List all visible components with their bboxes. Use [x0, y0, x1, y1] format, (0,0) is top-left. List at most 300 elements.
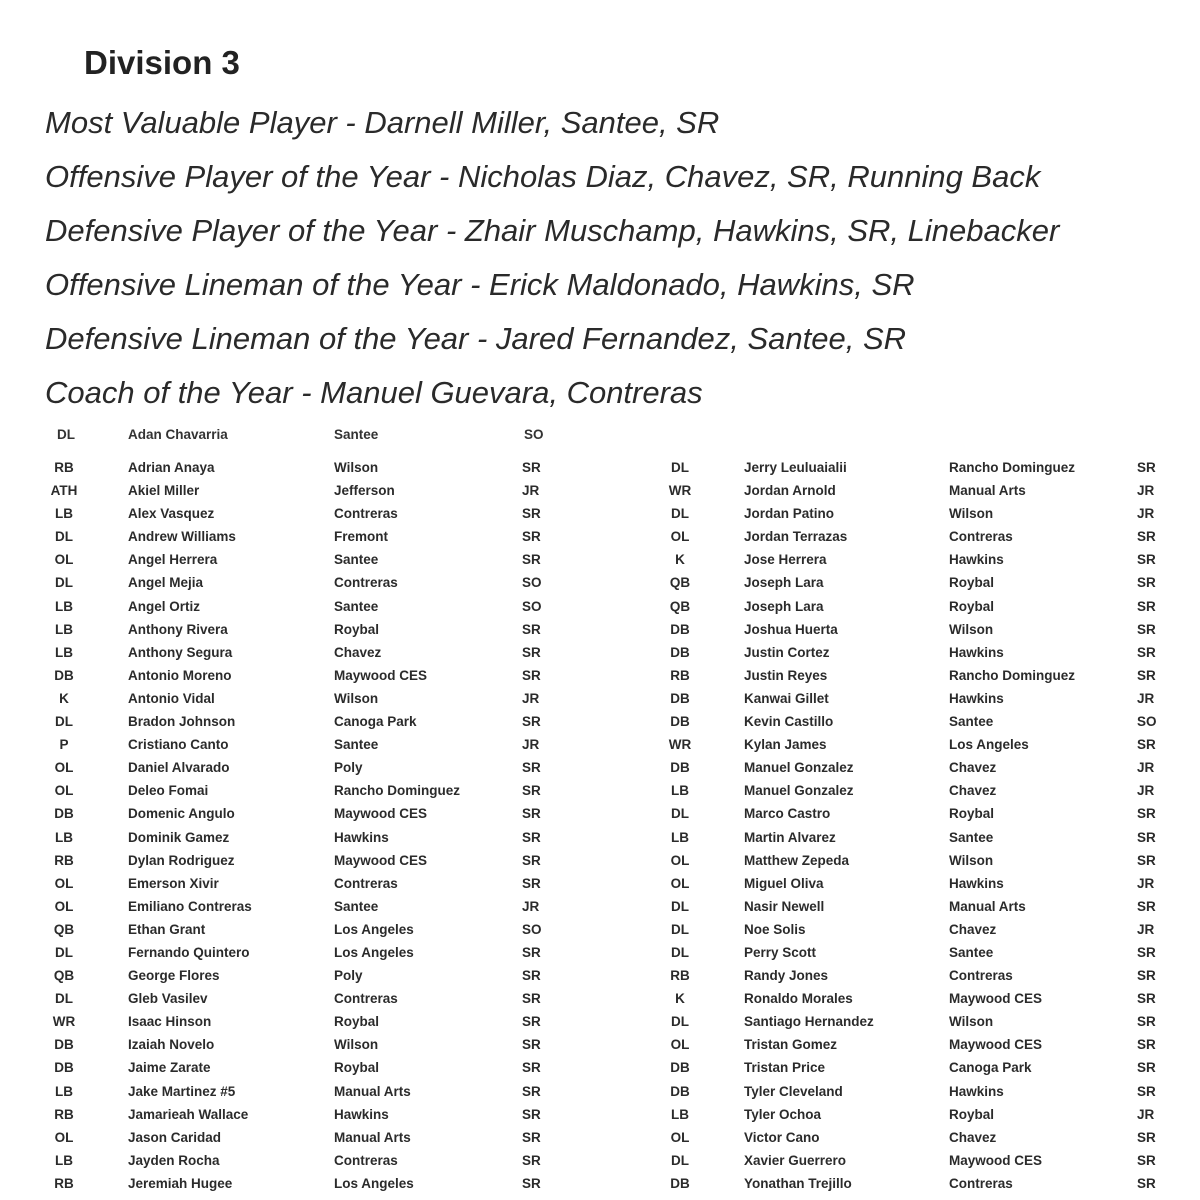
position-cell: DL	[671, 460, 689, 475]
position-cell: DB	[54, 806, 74, 822]
school-cell: Santee	[334, 898, 379, 914]
player-name-cell: Joseph Lara	[744, 575, 824, 591]
roster-row	[0, 734, 590, 757]
partial-row-name: Adan Chavarria	[128, 427, 228, 442]
class-year-cell: SR	[1137, 1083, 1156, 1099]
roster-row	[600, 803, 1200, 826]
class-year-cell: SR	[522, 644, 541, 660]
roster-row	[0, 757, 590, 780]
roster-row	[600, 1011, 1200, 1034]
roster-row	[0, 780, 590, 803]
partial-row	[0, 427, 1200, 454]
school-cell: Roybal	[334, 1014, 380, 1030]
school-cell: Santee	[949, 944, 994, 960]
roster-row	[0, 850, 590, 873]
player-name-cell: Joseph Lara	[744, 598, 824, 614]
player-name-cell: Dylan Rodriguez	[128, 852, 235, 868]
roster-row	[0, 1173, 590, 1196]
school-cell: Contreras	[334, 1152, 398, 1168]
position-cell: LB	[55, 1152, 73, 1168]
class-year-cell: SR	[522, 1060, 541, 1076]
school-cell: Maywood CES	[334, 852, 428, 868]
school-cell: Maywood CES	[334, 667, 428, 683]
position-cell: OL	[670, 1129, 690, 1145]
position-cell: OL	[54, 783, 74, 799]
player-name-cell: Bradon Johnson	[128, 714, 236, 730]
roster-row	[0, 919, 590, 942]
player-name-cell: Tristan Gomez	[744, 1037, 838, 1053]
player-name-cell: Dominik Gamez	[128, 829, 230, 845]
school-cell: Maywood CES	[949, 1037, 1043, 1053]
class-year-cell: SR	[522, 460, 541, 475]
position-cell: LB	[671, 1106, 689, 1122]
position-cell: DL	[671, 1014, 689, 1030]
player-name-cell: Domenic Angulo	[128, 806, 235, 822]
roster-row	[0, 1081, 590, 1104]
roster-row	[600, 896, 1200, 919]
partial-row-school: Santee	[334, 427, 379, 442]
class-year-cell: SR	[1137, 667, 1156, 683]
class-year-cell: JR	[1137, 1106, 1155, 1122]
player-name-cell: Joshua Huerta	[744, 621, 838, 637]
position-cell: DL	[55, 714, 73, 730]
player-name-cell: Anthony Rivera	[128, 621, 228, 637]
class-year-cell: SR	[1137, 737, 1156, 753]
position-cell: K	[675, 552, 685, 568]
award-mvp: Most Valuable Player - Darnell Miller, Santee, SR	[45, 105, 720, 140]
roster-row	[0, 988, 590, 1011]
position-cell: RB	[54, 852, 74, 868]
player-name-cell: Cristiano Canto	[128, 737, 229, 753]
position-cell: OL	[670, 875, 690, 891]
school-cell: Rancho Dominguez	[334, 783, 461, 799]
school-cell: Santee	[334, 737, 379, 753]
player-name-cell: Yonathan Trejillo	[744, 1175, 852, 1191]
player-name-cell: Fernando Quintero	[128, 944, 250, 960]
position-cell: DB	[54, 1060, 74, 1076]
roster-row	[600, 734, 1200, 757]
position-cell: RB	[670, 667, 690, 683]
player-name-cell: Jeremiah Hugee	[128, 1175, 233, 1191]
class-year-cell: JR	[522, 690, 540, 706]
roster-row	[0, 526, 590, 549]
position-cell: DB	[670, 714, 690, 730]
player-name-cell: Randy Jones	[744, 968, 829, 984]
school-cell: Los Angeles	[334, 1175, 414, 1191]
player-name-cell: Jason Caridad	[128, 1129, 222, 1145]
award-offensive-player: Offensive Player of the Year - Nicholas Diaz, Chavez, SR, Running Back	[45, 159, 1041, 194]
roster-row	[600, 480, 1200, 503]
division-heading: Division 3	[84, 44, 240, 81]
roster-row	[600, 549, 1200, 572]
school-cell: Chavez	[949, 921, 997, 937]
position-cell: RB	[670, 968, 690, 984]
roster-row	[0, 827, 590, 850]
roster-row	[600, 572, 1200, 595]
position-cell: OL	[670, 852, 690, 868]
position-cell: LB	[55, 598, 73, 614]
player-name-cell: Gleb Vasilev	[128, 991, 208, 1007]
roster-row	[0, 965, 590, 988]
player-name-cell: Jose Herrera	[744, 552, 827, 568]
school-cell: Wilson	[334, 690, 379, 706]
player-name-cell: Perry Scott	[744, 944, 817, 960]
player-name-cell: Akiel Miller	[128, 483, 200, 499]
roster-row	[600, 1057, 1200, 1080]
class-year-cell: SR	[522, 529, 541, 545]
class-year-cell: SR	[522, 1129, 541, 1145]
class-year-cell: SR	[522, 1037, 541, 1053]
class-year-cell: SR	[1137, 1014, 1156, 1030]
class-year-cell: SR	[1137, 806, 1156, 822]
roster-row	[600, 1127, 1200, 1150]
player-name-cell: Manuel Gonzalez	[744, 783, 854, 799]
player-name-cell: Kanwai Gillet	[744, 690, 829, 706]
roster-row	[600, 965, 1200, 988]
school-cell: Chavez	[334, 644, 382, 660]
roster-row	[0, 1104, 590, 1127]
player-name-cell: Jamarieah Wallace	[128, 1106, 249, 1122]
position-cell: RB	[54, 1175, 74, 1191]
position-cell: DB	[54, 1037, 74, 1053]
player-name-cell: Matthew Zepeda	[744, 852, 850, 868]
roster-row	[600, 688, 1200, 711]
position-cell: QB	[53, 968, 75, 984]
position-cell: DL	[671, 806, 689, 822]
school-cell: Wilson	[949, 1014, 994, 1030]
roster-left-column	[0, 457, 590, 1196]
school-cell: Hawkins	[949, 875, 1004, 891]
player-name-cell: Justin Reyes	[744, 667, 828, 683]
player-name-cell: Victor Cano	[744, 1129, 820, 1145]
roster-row	[600, 526, 1200, 549]
roster-row	[0, 1034, 590, 1057]
player-name-cell: Andrew Williams	[128, 529, 236, 545]
position-cell: DL	[671, 1152, 689, 1168]
partial-row-pos: DL	[57, 427, 75, 442]
class-year-cell: SR	[522, 506, 541, 522]
roster-row	[600, 873, 1200, 896]
class-year-cell: SR	[1137, 529, 1156, 545]
school-cell: Rancho Dominguez	[949, 667, 1076, 683]
position-cell: OL	[670, 529, 690, 545]
roster-row	[600, 1034, 1200, 1057]
position-cell: DB	[670, 621, 690, 637]
player-name-cell: Santiago Hernandez	[744, 1014, 874, 1030]
roster-row	[600, 1150, 1200, 1173]
class-year-cell: SR	[522, 783, 541, 799]
position-cell: WR	[668, 737, 692, 753]
school-cell: Contreras	[334, 575, 398, 591]
class-year-cell: SR	[1137, 1152, 1156, 1168]
school-cell: Hawkins	[949, 644, 1004, 660]
school-cell: Chavez	[949, 1129, 997, 1145]
class-year-cell: SR	[522, 1106, 541, 1122]
class-year-cell: SR	[522, 968, 541, 984]
class-year-cell: JR	[522, 737, 540, 753]
school-cell: Manual Arts	[334, 1083, 411, 1099]
player-name-cell: George Flores	[128, 968, 220, 984]
roster-right-column	[600, 457, 1200, 1196]
school-cell: Wilson	[949, 852, 994, 868]
class-year-cell: SR	[1137, 1037, 1156, 1053]
school-cell: Hawkins	[949, 1083, 1004, 1099]
class-year-cell: JR	[1137, 783, 1155, 799]
roster-row	[0, 503, 590, 526]
roster-row	[0, 1011, 590, 1034]
school-cell: Manual Arts	[949, 898, 1026, 914]
player-name-cell: Ronaldo Morales	[744, 991, 853, 1007]
class-year-cell: SO	[1137, 714, 1157, 730]
player-name-cell: Jordan Arnold	[744, 483, 836, 499]
player-name-cell: Antonio Moreno	[128, 667, 232, 683]
class-year-cell: SR	[522, 621, 541, 637]
player-name-cell: Jaime Zarate	[128, 1060, 211, 1076]
school-cell: Wilson	[949, 621, 994, 637]
player-name-cell: Marco Castro	[744, 806, 831, 822]
class-year-cell: SR	[1137, 968, 1156, 984]
class-year-cell: JR	[1137, 483, 1155, 499]
school-cell: Wilson	[334, 1037, 379, 1053]
position-cell: RB	[54, 460, 74, 475]
roster-row	[600, 1081, 1200, 1104]
player-name-cell: Adrian Anaya	[128, 460, 215, 475]
school-cell: Los Angeles	[334, 944, 414, 960]
class-year-cell: SR	[522, 552, 541, 568]
roster-row	[600, 850, 1200, 873]
roster-row	[0, 896, 590, 919]
awards-list	[45, 100, 1185, 424]
player-name-cell: Martin Alvarez	[744, 829, 836, 845]
position-cell: LB	[55, 1083, 73, 1099]
class-year-cell: SR	[522, 829, 541, 845]
school-cell: Santee	[334, 598, 379, 614]
award-offensive-lineman: Offensive Lineman of the Year - Erick Maldonado, Hawkins, SR	[45, 267, 915, 302]
player-name-cell: Tristan Price	[744, 1060, 826, 1076]
position-cell: DB	[670, 1175, 690, 1191]
position-cell: K	[675, 991, 685, 1007]
roster-row	[600, 1173, 1200, 1196]
position-cell: LB	[55, 506, 73, 522]
position-cell: LB	[55, 621, 73, 637]
class-year-cell: JR	[1137, 760, 1155, 776]
position-cell: RB	[54, 1106, 74, 1122]
class-year-cell: SR	[522, 714, 541, 730]
position-cell: DL	[55, 575, 73, 591]
roster-row	[600, 457, 1200, 480]
position-cell: OL	[54, 898, 74, 914]
school-cell: Maywood CES	[949, 991, 1043, 1007]
roster-row	[600, 619, 1200, 642]
roster-row	[0, 572, 590, 595]
school-cell: Poly	[334, 968, 363, 984]
roster-row	[0, 480, 590, 503]
school-cell: Poly	[334, 760, 363, 776]
roster-row	[600, 711, 1200, 734]
class-year-cell: SR	[522, 1014, 541, 1030]
position-cell: DB	[670, 1083, 690, 1099]
class-year-cell: SR	[1137, 644, 1156, 660]
roster-row	[600, 827, 1200, 850]
position-cell: DB	[670, 1060, 690, 1076]
position-cell: DL	[55, 529, 73, 545]
position-cell: K	[59, 690, 69, 706]
position-cell: LB	[55, 829, 73, 845]
position-cell: OL	[54, 552, 74, 568]
position-cell: OL	[670, 1037, 690, 1053]
position-cell: DB	[670, 644, 690, 660]
player-name-cell: Deleo Fomai	[128, 783, 209, 799]
class-year-cell: SR	[1137, 1175, 1156, 1191]
player-name-cell: Jordan Terrazas	[744, 529, 848, 545]
player-name-cell: Tyler Cleveland	[744, 1083, 843, 1099]
school-cell: Hawkins	[334, 1106, 389, 1122]
player-name-cell: Anthony Segura	[128, 644, 233, 660]
class-year-cell: SO	[522, 575, 542, 591]
partial-row-year: SO	[524, 427, 544, 442]
roster-row	[0, 619, 590, 642]
class-year-cell: SR	[522, 852, 541, 868]
school-cell: Roybal	[949, 1106, 995, 1122]
player-name-cell: Noe Solis	[744, 921, 806, 937]
roster-row	[600, 503, 1200, 526]
roster-row	[600, 942, 1200, 965]
school-cell: Hawkins	[949, 552, 1004, 568]
class-year-cell: SR	[522, 944, 541, 960]
roster-row	[0, 688, 590, 711]
position-cell: DL	[671, 898, 689, 914]
class-year-cell: SR	[1137, 575, 1156, 591]
class-year-cell: JR	[1137, 690, 1155, 706]
school-cell: Canoga Park	[949, 1060, 1032, 1076]
class-year-cell: SR	[1137, 1060, 1156, 1076]
class-year-cell: SR	[522, 806, 541, 822]
player-name-cell: Emiliano Contreras	[128, 898, 252, 914]
class-year-cell: SR	[1137, 598, 1156, 614]
class-year-cell: SR	[1137, 991, 1156, 1007]
school-cell: Maywood CES	[949, 1152, 1043, 1168]
award-defensive-lineman: Defensive Lineman of the Year - Jared Fernandez, Santee, SR	[45, 321, 907, 356]
school-cell: Contreras	[334, 875, 398, 891]
class-year-cell: SR	[522, 991, 541, 1007]
position-cell: DL	[55, 991, 73, 1007]
position-cell: DB	[54, 667, 74, 683]
class-year-cell: SO	[522, 598, 542, 614]
position-cell: DB	[670, 690, 690, 706]
class-year-cell: SR	[1137, 852, 1156, 868]
school-cell: Los Angeles	[949, 737, 1029, 753]
player-name-cell: Kylan James	[744, 737, 827, 753]
position-cell: DB	[670, 760, 690, 776]
class-year-cell: SR	[522, 1152, 541, 1168]
school-cell: Roybal	[949, 598, 995, 614]
class-year-cell: SR	[1137, 829, 1156, 845]
school-cell: Chavez	[949, 783, 997, 799]
player-name-cell: Xavier Guerrero	[744, 1152, 847, 1168]
school-cell: Contreras	[949, 529, 1013, 545]
class-year-cell: SR	[1137, 460, 1156, 475]
school-cell: Contreras	[334, 506, 398, 522]
class-year-cell: SR	[1137, 621, 1156, 637]
school-cell: Chavez	[949, 760, 997, 776]
roster-row	[600, 757, 1200, 780]
player-name-cell: Jayden Rocha	[128, 1152, 220, 1168]
roster-row	[0, 549, 590, 572]
position-cell: LB	[671, 829, 689, 845]
position-cell: P	[59, 737, 69, 753]
roster-row	[0, 1127, 590, 1150]
roster-row	[0, 665, 590, 688]
player-name-cell: Manuel Gonzalez	[744, 760, 854, 776]
class-year-cell: SR	[522, 1083, 541, 1099]
player-name-cell: Emerson Xivir	[128, 875, 219, 891]
school-cell: Contreras	[949, 1175, 1013, 1191]
player-name-cell: Jake Martinez #5	[128, 1083, 236, 1099]
school-cell: Santee	[334, 552, 379, 568]
class-year-cell: JR	[522, 898, 540, 914]
position-cell: OL	[54, 760, 74, 776]
class-year-cell: SO	[522, 921, 542, 937]
class-year-cell: SR	[522, 667, 541, 683]
class-year-cell: SR	[522, 875, 541, 891]
roster-row	[600, 665, 1200, 688]
school-cell: Jefferson	[334, 483, 395, 499]
school-cell: Roybal	[949, 575, 995, 591]
player-name-cell: Angel Herrera	[128, 552, 218, 568]
position-cell: LB	[55, 644, 73, 660]
school-cell: Wilson	[949, 506, 994, 522]
class-year-cell: SR	[522, 760, 541, 776]
position-cell: QB	[669, 598, 691, 614]
position-cell: WR	[52, 1014, 76, 1030]
position-cell: LB	[671, 783, 689, 799]
school-cell: Fremont	[334, 529, 388, 545]
roster-row	[0, 596, 590, 619]
class-year-cell: SR	[1137, 944, 1156, 960]
roster-row	[600, 1104, 1200, 1127]
roster-row	[0, 642, 590, 665]
player-name-cell: Nasir Newell	[744, 898, 825, 914]
class-year-cell: SR	[1137, 1129, 1156, 1145]
class-year-cell: JR	[522, 483, 540, 499]
roster-row	[0, 711, 590, 734]
roster-row	[0, 457, 590, 480]
position-cell: WR	[668, 483, 692, 499]
player-name-cell: Izaiah Novelo	[128, 1037, 215, 1053]
school-cell: Hawkins	[949, 690, 1004, 706]
roster-row	[0, 1150, 590, 1173]
roster-row	[600, 919, 1200, 942]
position-cell: QB	[53, 921, 75, 937]
school-cell: Santee	[949, 714, 994, 730]
position-cell: DL	[671, 506, 689, 522]
class-year-cell: JR	[1137, 875, 1155, 891]
roster-row	[600, 988, 1200, 1011]
roster-row	[0, 942, 590, 965]
position-cell: DL	[55, 944, 73, 960]
player-name-cell: Ethan Grant	[128, 921, 206, 937]
player-name-cell: Jordan Patino	[744, 506, 835, 522]
award-coach: Coach of the Year - Manuel Guevara, Contreras	[45, 375, 703, 410]
school-cell: Hawkins	[334, 829, 389, 845]
roster-row	[600, 642, 1200, 665]
roster-row	[0, 803, 590, 826]
school-cell: Roybal	[334, 1060, 380, 1076]
player-name-cell: Angel Ortiz	[128, 598, 201, 614]
school-cell: Canoga Park	[334, 714, 417, 730]
school-cell: Manual Arts	[949, 483, 1026, 499]
class-year-cell: SR	[522, 1175, 541, 1191]
